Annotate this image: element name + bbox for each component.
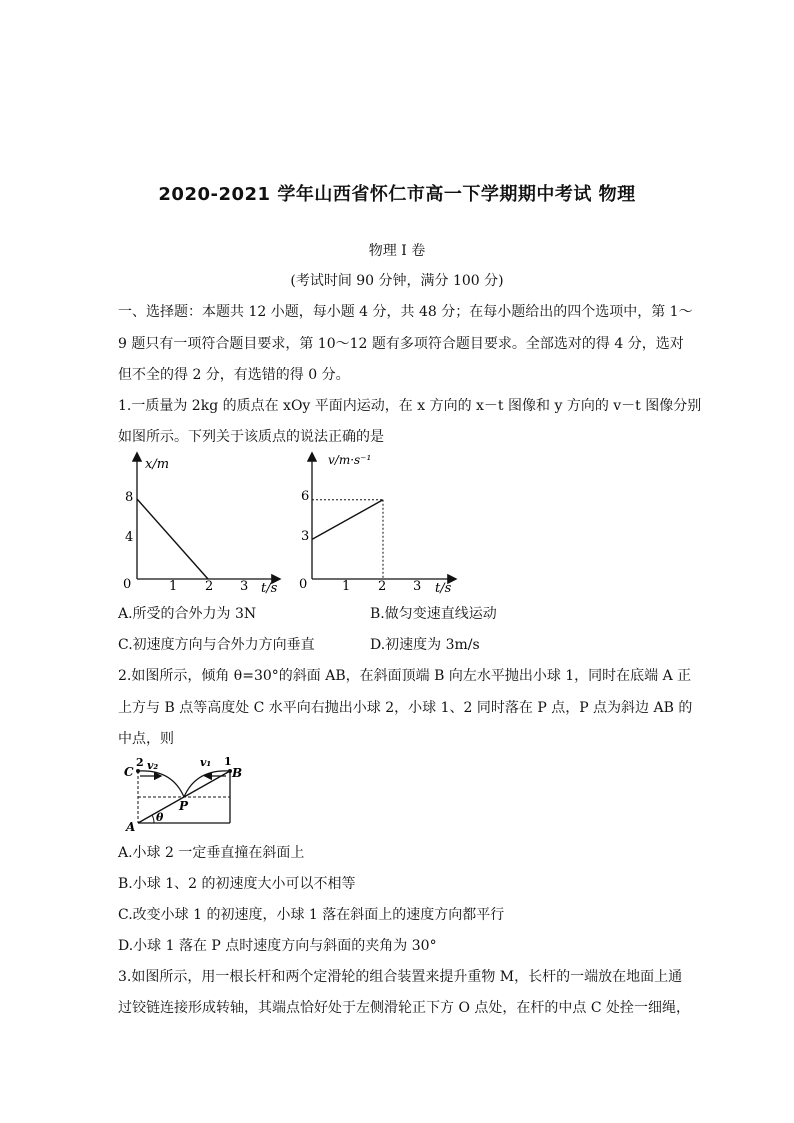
v-t-chart bbox=[295, 448, 460, 596]
question-2-stem: 上方与 B 点等高度处 C 水平向右抛出小球 2，小球 1、2 同时落在 P 点，P 点为斜边 AB 的 bbox=[118, 700, 693, 716]
label-b: B bbox=[232, 766, 243, 780]
label-v2: v₂ bbox=[147, 759, 159, 772]
x-t-chart bbox=[115, 448, 285, 596]
series-line bbox=[137, 499, 208, 579]
question-1-stem: 如图所示。下列关于该质点的说法正确的是 bbox=[118, 429, 384, 445]
y-tick-label: 3 bbox=[301, 529, 310, 544]
origin-label: 0 bbox=[123, 577, 132, 592]
question-1-stem: 1.一质量为 2kg 的质点在 xOy 平面内运动，在 x 方向的 x－t 图像和 y 方向的 v－t 图像分别 bbox=[118, 398, 702, 414]
section-instruction-line: 一、选择题：本题共 12 小题，每小题 4 分，共 48 分；在每小题给出的四个选项中，第 1～ bbox=[118, 304, 693, 320]
x-tick-label: 3 bbox=[413, 579, 422, 594]
y-tick-label: 6 bbox=[301, 489, 310, 504]
x-tick-label: 2 bbox=[205, 579, 214, 594]
x-tick-label: 1 bbox=[169, 579, 178, 594]
ball-2-trajectory bbox=[138, 771, 184, 797]
y-axis-label: v/m·s⁻¹ bbox=[328, 453, 372, 467]
q1-option-a: A.所受的合外力为 3N bbox=[118, 606, 257, 622]
question-2-stem: 中点，则 bbox=[118, 731, 174, 747]
theta-arc bbox=[152, 815, 154, 823]
question-3-stem: 过铰链连接形成转轴，其端点恰好处于左侧滑轮正下方 O 点处，在杆的中点 C 处拴一细绳， bbox=[118, 1000, 690, 1016]
x-axis-label: t/s bbox=[261, 581, 278, 596]
q2-option-b: B.小球 1、2 的初速度大小可以不相等 bbox=[118, 876, 356, 892]
y-axis-label: x/m bbox=[145, 457, 170, 472]
label-v1: v₁ bbox=[200, 756, 212, 769]
section-instruction-line: 9 题只有一项符合题目要求，第 10～12 题有多项符合题目要求。全部选对的得 4 分，选对 bbox=[118, 336, 684, 352]
question-3-stem: 3.如图所示，用一根长杆和两个定滑轮的组合装置来提升重物 M，长杆的一端放在地面上通 bbox=[118, 969, 683, 985]
origin-label: 0 bbox=[299, 577, 308, 592]
q1-option-c: C.初速度方向与合外力方向垂直 bbox=[118, 637, 315, 653]
exam-info: (考试时间 90 分钟，满分 100 分) bbox=[290, 273, 504, 289]
label-ball-1: 1 bbox=[224, 755, 232, 768]
incline-figure bbox=[120, 755, 250, 833]
x-tick-label: 2 bbox=[378, 579, 387, 594]
y-tick-label: 8 bbox=[125, 490, 134, 505]
q1-option-d: D.初速度为 3m/s bbox=[370, 637, 480, 653]
y-tick-label: 4 bbox=[125, 530, 134, 545]
label-ball-2: 2 bbox=[136, 756, 144, 769]
label-p: P bbox=[179, 799, 189, 813]
q2-option-d: D.小球 1 落在 P 点时速度方向与斜面的夹角为 30° bbox=[118, 938, 437, 954]
label-a: A bbox=[126, 820, 136, 833]
label-c: C bbox=[124, 765, 134, 779]
q1-option-b: B.做匀变速直线运动 bbox=[370, 606, 497, 622]
x-tick-label: 3 bbox=[240, 579, 249, 594]
paper-subtitle: 物理 I 卷 bbox=[368, 243, 426, 259]
q2-option-a: A.小球 2 一定垂直撞在斜面上 bbox=[118, 845, 305, 861]
series-line bbox=[312, 500, 383, 540]
x-tick-label: 1 bbox=[342, 579, 351, 594]
x-axis-label: t/s bbox=[435, 581, 452, 596]
question-2-stem: 2.如图所示，倾角 θ=30°的斜面 AB，在斜面顶端 B 向左水平抛出小球 1，同时在底端 A 正 bbox=[118, 668, 692, 684]
page-title: 2020-2021 学年山西省怀仁市高一下学期期中考试 物理 bbox=[158, 184, 636, 205]
q2-option-c: C.改变小球 1 的初速度，小球 1 落在斜面上的速度方向都平行 bbox=[118, 907, 505, 923]
label-theta: θ bbox=[156, 811, 164, 824]
ball-2 bbox=[136, 769, 140, 773]
section-instruction-line: 但不全的得 2 分，有选错的得 0 分。 bbox=[118, 367, 350, 383]
